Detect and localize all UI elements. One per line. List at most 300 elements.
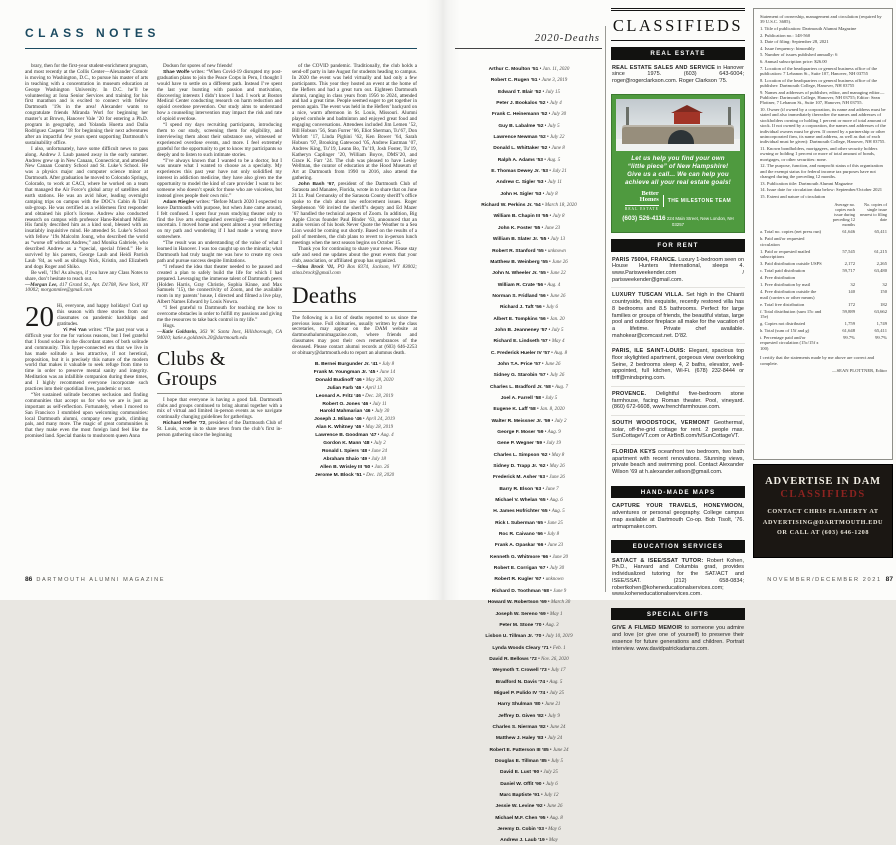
ownership-line: 2. Publication no.: 148-560	[760, 32, 811, 38]
bullet-separator: •	[541, 577, 546, 583]
deceased-name: Jerome M. Block ’51	[314, 472, 362, 478]
death-date: July 6	[545, 781, 558, 787]
deceased-name: Alan K. Whitney ’46	[315, 425, 362, 431]
left-page-footer	[25, 576, 165, 583]
death-date: Aug. 5	[549, 679, 563, 685]
milestone-contact-line	[616, 215, 740, 227]
ownership-line: 11. Known bondholders, mortgagees, and other security holders owning or holding 1 percent or more of total amount of bonds, mortgages, or other securities: none.	[760, 146, 878, 162]
death-date: June 25	[547, 520, 563, 526]
bullet-separator: •	[545, 293, 550, 299]
deceased-name: Sidney G. Starobin ’57	[493, 373, 546, 379]
death-date: June 22	[550, 271, 566, 277]
classified-ad: REAL ESTATE SALES AND SERVICE in Hanover since 1975. (603) 643-6004; roger@rogerclarkson.com. Roger Clarkson ’75.	[612, 64, 744, 84]
circulation-row	[760, 249, 887, 260]
death-entry	[456, 255, 602, 266]
bullet-separator: •	[545, 271, 550, 277]
deceased-name: Edward T. Blair ’52	[498, 89, 542, 95]
deceased-name: John H. Sigler ’53	[500, 191, 542, 197]
deceased-name: Donald Budinoff ’46	[315, 377, 362, 383]
death-date: July 30	[549, 566, 565, 572]
row-label: c. Total paid distribution	[760, 268, 806, 274]
death-date: June 23	[544, 225, 561, 231]
row-value-single: 99.7%	[875, 335, 887, 341]
deceased-name: Allen B. Wrisley III ’50	[319, 464, 371, 470]
bullet-separator: •	[542, 441, 547, 447]
bullet-separator: •	[543, 430, 548, 435]
death-date: March 18, 2020	[544, 203, 577, 209]
death-entry	[456, 754, 602, 765]
clubs-paragraph: John Bash ’67, president of the Dartmouth Club of Sarasota and Manatee, Florida, wrote in to share that on June 21 Lt. Paul Cernansky of the Sarasota County sheriff’s office spoke to the club about law enforcement issues. Roger Stephenson ’60 invited the sheriff’s deputy and Ed Mazer ’67 handled the technical aspects of Zoom. In addition, Big Apple Circus founder Paul Binder ’63, announced that an audio version of his book Never Quote the Weather to a Sea Lion would be coming out shortly. Based on the results of a poll of members, the club plans to revert to in-person lunch meetings when the next season begins on October 15.	[292, 181, 417, 247]
death-entry	[292, 377, 417, 385]
bullet-separator: •	[547, 146, 552, 152]
deceased-name: Julian Farb ’46	[327, 385, 362, 391]
death-entry	[292, 440, 417, 448]
deceased-name: Michael M.F. Chen ’95	[495, 815, 546, 821]
death-date: July 11	[372, 401, 387, 407]
death-entry	[292, 472, 417, 480]
row-label: a. Total no. copies (net press run)	[760, 229, 822, 235]
class-notes-paragraph: Hugs.	[163, 322, 176, 329]
row-value-single	[858, 275, 887, 280]
deceased-name: Frederick M. Asher ’63	[493, 475, 546, 481]
clubs-groups-heading	[157, 349, 282, 389]
deceased-name: Lawrence B. Goodman ’47	[315, 433, 377, 439]
death-date: July 18	[371, 456, 386, 462]
death-entry	[456, 209, 602, 220]
advertise-title: ADVERTISE IN DAM	[765, 476, 881, 487]
row-value-average: 57,545	[842, 248, 855, 254]
death-date: July 8	[382, 361, 395, 367]
death-entry	[456, 470, 602, 481]
deceased-name: William B. Slater Jr. ’55	[492, 237, 547, 243]
row-value-single	[858, 236, 887, 247]
deceased-name: Lisbon U. Tillman Jr. ’70	[485, 634, 542, 640]
death-entry	[456, 436, 602, 447]
class-notes-paragraph: Dodson for spores of new friends!	[163, 63, 233, 69]
death-date: May 6	[548, 827, 561, 833]
deaths-list-left	[292, 361, 417, 480]
death-date: July 6	[545, 305, 558, 311]
death-date: June 26	[549, 475, 565, 481]
death-entry	[456, 244, 602, 255]
bullet-separator: •	[548, 554, 553, 560]
death-entry	[456, 425, 602, 436]
deceased-name: Joseph J. Milano ’46	[314, 417, 362, 423]
deceased-name: George F. Moser ’59	[497, 430, 544, 435]
death-date: Jan. 26	[374, 464, 390, 470]
death-date: Jan. 11, 2020	[542, 67, 570, 72]
section-bar-special-gifts: SPECIAL GIFTS	[611, 608, 745, 621]
death-entry	[456, 459, 602, 470]
page-number-right: 87	[885, 576, 893, 583]
bullet-separator: •	[542, 520, 548, 526]
death-entry	[456, 232, 602, 243]
bullet-separator: •	[536, 656, 542, 662]
death-date: June 24	[552, 747, 569, 753]
class-notes-column-3	[292, 64, 417, 574]
milestone-ad-line: Give us a call... We can help you	[627, 170, 729, 178]
class-notes-paragraph: “I spend my days recruiting participants, introducing them to our study, screening them for eligibility, and interviewing them about their substance use, witnessed or experienced overdose events, and more. I feel extremely grateful for the opportunity to get to know my participants so deeply and to listen to such intimate stories.	[157, 122, 282, 158]
header-spacer	[760, 202, 823, 227]
deceased-name: Robert R. Kugler ’67	[494, 577, 542, 583]
bullet-separator: •	[543, 282, 548, 288]
death-entry	[456, 493, 602, 504]
death-entry	[456, 96, 602, 107]
death-date: July 8	[552, 214, 565, 220]
bullet-separator: •	[540, 225, 545, 231]
row-value-average: 172	[848, 301, 855, 307]
bullet-separator: •	[545, 498, 550, 504]
row-label: 1. Paid or requested mailed subscriptions	[760, 248, 811, 260]
death-date: May 26	[549, 464, 565, 470]
deceased-name: Frank A. Opaskar ’66	[494, 543, 544, 549]
bullet-separator: •	[542, 804, 547, 810]
deceased-name: Weymoth T. Crowell ’73	[492, 668, 547, 674]
death-date: April 24, 2019	[365, 417, 395, 423]
death-date: July 5	[550, 758, 564, 764]
clubs-heading-rule	[157, 393, 282, 394]
class-notes-paragraph: I also, unfortunately, have some difficult news to pass along. Andrew J. Laub passed away in the early summer. Andrew grew up in New Canaan, Connecticut, and attended New Canaan Country School and St. Luke’s School. He was a physics major and computer science minor at Dartmouth. After graduation he moved to Colorado Springs, Colorado, to work at CACI, where he worked on a team that managed the Air Force’s global array of satellites and earth stations. He was an avid hiker, leading overnight camping trips on campus with the DOC’s Cabin & Trail sub-group. He was certified as a wilderness first responder and obtained his pilot’s license. Andrew also conducted research on campus with professor Hans-Reinhard Müller. His family described him as a kind soul, blessed with an insatiably inquisitive mind. He attended St. Luke’s School with fellow ’19s Malcolm Joung, who described the world as “worse off without Andrew,” and Monika Gabriele, who described Andrew as a “special, special friend.” He is survived by his parents, George Laub and Heidi Parrish Laub ’84, as well as siblings Nick, Kristin, and Elizabeth and dogs Roger and Shiko.	[25, 145, 148, 270]
death-entry	[292, 432, 417, 440]
bullet-separator: •	[541, 622, 546, 628]
death-entry	[292, 464, 417, 472]
death-date: May 1	[549, 611, 563, 617]
bullet-separator: •	[537, 78, 542, 84]
bullet-separator: •	[548, 588, 554, 594]
deceased-name: Norman S. Fridland ’56	[492, 293, 546, 299]
death-entry	[292, 393, 417, 401]
col-header-average: Average no. copies each issue during preceding 12 months	[832, 202, 855, 228]
deaths-list-right	[456, 62, 602, 844]
brand-line2: Homes	[639, 196, 659, 204]
classified-ad: FLORIDA KEYS oceanfront two bedroom, two bath apartment with recent renovations. Stunning views, private beach and swimming pool. Contact Alexander Wilson ’69 at h.alexander.wilson@gmail.com.	[612, 449, 744, 476]
death-entry	[456, 312, 602, 323]
clubs-paragraph: I hope that everyone is having a good fall. Dartmouth clubs and groups continued to bring alumni together with a mix of virtual and limited in-person events as we navigate continually changing guidelines for gatherings.	[157, 396, 282, 421]
death-date: Aug. 7	[555, 384, 569, 390]
bullet-separator: •	[545, 316, 550, 322]
bullet-separator: •	[546, 668, 551, 674]
deceased-name: Leonard A. Fritz ’46	[315, 393, 361, 399]
deceased-name: Donald L. Whittaker ’52	[493, 146, 548, 152]
bullet-separator: •	[538, 67, 543, 72]
bullet-separator: •	[545, 464, 550, 470]
classified-ad: PROVENCE. Delightful five-bedroom stone farmhouse, facing Roman theater. Pool, vineyard. (860) 672-6608, www.frenchfarmhouse.com.	[611, 390, 745, 416]
death-entry	[456, 278, 602, 289]
classified-ad: LUXURY TUSCAN VILLA. Set high in the Chianti countryside, this exquisite, recently restored villa has 8 bedrooms and 8.5 bathrooms. Perfect for large families or groups of friends, the beautiful vistas, large pool and outdoor fireplace all make for the vacation of a lifetime. Private chef available. mahokear@comcast.net. D’82.	[611, 291, 745, 344]
death-entry	[456, 686, 602, 697]
bullet-separator: •	[545, 135, 550, 141]
deceased-name: Richard W. Perkins Jr. ’54	[481, 203, 541, 209]
logo-divider	[663, 195, 664, 207]
class-notes-paragraph: brary, then for the first-year student-enrichment program, and most recently at the Collis Center—Alexander Cotnoir is moving to Washington, D.C., to pursue his master of arts in teaching with a concentration in museum education at George Washington University. In D.C. he’ll be volunteering at Iona Senior Services and training for his first marathon and is excited to connect with fellow Dartmouth ’19s in the area! Alexander wants to congratulate friends Miranda Worl for beginning her master’s at Brown, Hanover Vale ’20 for entering a Ph.D. program in geography, and Yolanda Huerta and Dalia Rodriguez Caspeta ’18 for beginning their next adventures after an impactful few years spent supporting Dartmouth’s sustainability office.	[25, 63, 148, 146]
bullet-separator: •	[541, 305, 546, 311]
death-entry	[456, 561, 602, 572]
bullet-separator: •	[543, 157, 548, 163]
bullet-separator: •	[541, 395, 546, 401]
death-entry	[456, 198, 602, 209]
class-notes-paragraph: Yi Fei Yan writes: “The past year was a difficult year for me for various reasons, but I feel grateful that I found solace in the discordant states of both solitude and community. This hyper-connected era that we live in has made solitude a less attractive, if not heretical, proposition, but it is precisely this nature of the modern world that makes it valuable to seek refuge from time to time in order to preserve mental sanity and integrity. Meditation was an infallible companion during these times, and I highly recommend everyone incorporate such practices into their quotidian lives, pandemic or not.	[25, 326, 148, 393]
deceased-name: Andrew C. Sigler ’53	[496, 180, 544, 186]
class-notes-header: CLASS NOTES	[25, 26, 160, 40]
class-notes-column-2	[157, 64, 282, 574]
death-entry	[456, 164, 602, 175]
death-date: July 26	[549, 373, 565, 379]
death-entry	[456, 697, 602, 708]
deceased-name: David E. Lust ’90	[500, 770, 540, 776]
clubs-heading-line2: Groups	[157, 367, 218, 390]
death-date: July 9	[547, 713, 560, 719]
circulation-row	[760, 268, 887, 273]
clubs-paragraph: Richard Hefler ’72, president of the Dartmouth Club of St. Louis, wrote in to share news from the club’s first in-person gathering since the beginning	[157, 420, 282, 439]
deceased-name: Joseph W. Sereno ’69	[495, 611, 546, 617]
death-date: June 24	[371, 448, 387, 454]
classified-ad: GIVE A FILMED MEMOIR to someone you admire and love (or give one of yourself) to preserve their essence for future generations and children. Portrait interview. www.davidpatrickadams.com.	[612, 625, 744, 652]
class-notes-paragraphs	[25, 328, 148, 440]
for-rent-ads	[611, 256, 745, 480]
death-entry	[456, 799, 602, 810]
death-entry	[292, 385, 417, 393]
deceased-name: Richard J. Taft ’56	[499, 305, 542, 311]
team-name: THE MILESTONE TEAM	[667, 197, 732, 204]
death-date: Aug. 6	[549, 498, 563, 504]
deceased-name: Albert E. Tompkins ’56	[493, 316, 546, 322]
class-notes-column-1	[25, 64, 148, 574]
ownership-line: 10. Owner (if owned by a corporation, its name and address must be stated and also immediately thereafter the names and addresses of stockholders owning or holding 1 percent or more of total amount of stock. If not owned by a corporation, the names and addresses of the individual owners must be given. If owned by a partnership or other unincorporated firm, its name and address, as well as that of each individual must be given): Dartmouth College, Hanover, NH 03755.	[760, 106, 887, 145]
advertise-phone: OR CALL AT (603) 646-1208	[776, 529, 870, 536]
deceased-name: Charles L. Simpson ’62	[493, 452, 548, 458]
death-entry	[292, 456, 417, 464]
death-date: July 11	[547, 180, 562, 186]
death-entry	[456, 720, 602, 731]
classified-ad: SOUTH WOODSTOCK, VERMONT Geothermal, solar, off-the-grid cottage for rent. 2 people max. SunCottageVT.com or AirBnB.com/h/SunCottageVT.	[611, 419, 745, 445]
death-date: unknown	[545, 577, 564, 583]
deceased-name: Ronald I. Spiers ’48	[322, 448, 368, 454]
bullet-separator: •	[540, 361, 545, 367]
death-date: Aug. 4	[380, 433, 394, 439]
class-notes-paragraph: “I refused the idea that theater needed to be paused and created a plan to safely build the life for which I had prepared. Leveraging the immense talent of Dartmouth peers (Holden Harris, Gray Christie, Sophia Kinne, and Max Samuels ’15), the connectivity of Zoom, and the available room in my parents’ house, I directed and filmed a live play, Albert Names Edward by Louis Nowra.	[157, 263, 282, 306]
circulation-row	[760, 275, 887, 280]
bullet-separator: •	[361, 385, 366, 391]
right-page-footer	[653, 576, 893, 583]
death-entry	[292, 401, 417, 409]
ownership-line: 5. Number of issues published annually: 6	[760, 52, 838, 58]
classifieds-title: CLASSIFIEDS	[612, 16, 744, 35]
ownership-line: 13. Publication title: Dartmouth Alumni Magazine	[760, 180, 853, 186]
death-date: June 26	[552, 259, 568, 265]
bullet-separator: •	[540, 702, 545, 708]
death-entry	[456, 141, 602, 152]
death-date: May 28, 2020	[365, 377, 394, 383]
bullet-separator: •	[547, 112, 552, 118]
bullet-separator: •	[540, 203, 545, 209]
classifieds-column	[611, 8, 745, 659]
deceased-name: Charles L. Bradford Jr. ’58	[489, 384, 551, 390]
deceased-name: John T.A. Price ’57	[497, 361, 541, 367]
death-entry	[456, 652, 602, 663]
milestone-ad-line: achieve all your real estate goals!	[625, 178, 731, 186]
death-date: Jan. 8, 2020	[539, 407, 565, 413]
bullet-separator: •	[550, 418, 555, 424]
classified-ad: CAPTURE YOUR TRAVELS, HONEYMOON, adventures or personal geography. College campus map available at Dartmouth Co-op. Bob Tisolt, ’76. artmapmaker.com.	[612, 503, 744, 530]
death-date: July 17	[550, 668, 566, 674]
deceased-name: E. Thomas Dewey Jr. ’53	[491, 169, 549, 175]
death-entry	[292, 361, 417, 369]
class-notes-paragraph: Be well, ’19s! As always, if you have any Class Notes to share, don’t hesitate to reach out.	[25, 269, 148, 282]
death-date: unknown	[547, 248, 566, 254]
row-value-single: 32	[882, 282, 887, 288]
class-notes-paragraph: “I’ve always known that I wanted to be a doctor, but I was unsure what I wanted to choose as a specialty. My experiences this past year have not only solidified my interest in addiction medicine, they have also given me the opportunity to model the kind of care provider I want to be: someone who doesn’t speak for those who are voiceless, but instead gives people their own mic.”	[157, 157, 282, 199]
death-entry	[292, 408, 417, 416]
better-homes-logo	[616, 191, 740, 213]
deceased-name: Daniel W. Offit ’90	[500, 781, 542, 787]
row-label: 1. Free distribution by mail	[760, 282, 811, 288]
ownership-line: 7. Location of the headquarters or general business office of the publication: 7 Lebanon St., Suite 107, Hanover, NH 03755	[760, 65, 878, 76]
deceased-name: Harry Shulman ’80	[497, 702, 541, 708]
bullet-separator: •	[547, 259, 552, 265]
deceased-name: H. James Hofrichter ’65	[493, 509, 548, 515]
death-date: June 14	[379, 369, 396, 375]
deceased-name: Eugene K. Laff ’58	[493, 407, 536, 413]
ownership-line: 1. Title of publication: Dartmouth Alumni Magazine	[760, 26, 857, 31]
death-date: July 10, 2019	[545, 634, 573, 640]
death-entry	[456, 391, 602, 402]
death-entry	[456, 62, 602, 73]
death-entry	[456, 550, 602, 561]
deceased-name: Gene P. Wegner ’59	[497, 441, 543, 447]
class-of-2020-lede	[25, 301, 148, 334]
death-entry	[456, 357, 602, 368]
death-entry	[456, 153, 602, 164]
deceased-name: Robert C. Rugen ’51	[490, 78, 538, 84]
bullet-separator: •	[546, 758, 551, 764]
row-value-average: 59,889	[842, 308, 855, 314]
death-entry	[456, 618, 602, 629]
death-date: Aug. 3	[545, 622, 559, 628]
deceased-name: Lynda Woods Cleary ’71	[492, 645, 549, 651]
death-entry	[456, 516, 602, 527]
bullet-separator: •	[545, 815, 550, 821]
bullet-separator: •	[547, 509, 552, 515]
row-value-single: 63,662	[874, 308, 887, 314]
bullet-separator: •	[367, 448, 372, 454]
deceased-name: William R. Crate ’56	[497, 282, 544, 288]
ownership-lines	[760, 14, 887, 199]
deceased-name: Roc R. Caivano ’66	[498, 532, 543, 538]
death-date: June 9	[553, 588, 567, 594]
death-entry	[456, 743, 602, 754]
death-date: July 25	[543, 770, 558, 776]
bullet-separator: •	[377, 361, 383, 367]
row-value-single: 65,411	[874, 328, 887, 334]
row-label: f. Total distribution (sum 15c and 15e)	[760, 308, 822, 320]
row-value-average: 61,648	[842, 328, 855, 334]
deceased-name: Robert O. Jones ’46	[322, 401, 369, 407]
death-date: Dec. 28, 2019	[365, 393, 394, 399]
death-entry	[292, 424, 417, 432]
deaths-heading: Deaths	[292, 282, 358, 308]
death-date: June 20	[552, 554, 569, 560]
row-value-average: 61,646	[842, 229, 855, 235]
classifieds-divider-rule	[605, 26, 606, 592]
deceased-name: Miguel P. Pulido IV ’74	[493, 690, 546, 696]
death-entry	[456, 584, 602, 595]
classified-ad: PARIS, ILE SAINT-LOUIS: Elegant, spacious top floor skylighted apartment, gorgeous view overlooking Seine, 2 bedrooms sleep 4, 2 baths, elevator, well-appointed, full kitchen, Wi-Fi. (678) 232-8444 or triff@mindspring.com.	[611, 347, 745, 387]
ownership-line: 12. The purpose, function, and nonprofit status of this organization and the exempt status for federal income tax purposes have not changed during the preceding 12 months.	[760, 163, 883, 180]
deceased-name: Robert R. Stanford ’55	[492, 248, 544, 254]
deceased-name: Ralph A. Adams ’53	[497, 157, 544, 163]
circulation-row	[760, 309, 887, 320]
issue-date: NOVEMBER/DECEMBER 2021	[767, 577, 882, 583]
death-date: April 13	[365, 385, 382, 391]
ownership-line: 9. Names and addresses of publisher, editor, and managing editor—Publisher: Dartmouth College, Hanover, NH 03755; Editor: Sean Plottner, 7 Lebanon St., Suite 107, Hanover, NH 03755.	[760, 89, 885, 106]
death-entry	[456, 130, 602, 141]
deceased-name: Peter J. Bookalos ’52	[496, 101, 546, 107]
death-date: June 23	[547, 543, 564, 549]
death-date: July 12	[543, 793, 559, 798]
death-date: March 30	[550, 600, 571, 606]
deceased-name: Walter R. Meissner Jr. ’59	[491, 418, 551, 424]
bullet-separator: •	[543, 713, 548, 719]
bullet-separator: •	[545, 373, 550, 379]
ownership-line: Statement of ownership, management and circulation (required by 39 U.S.C. 3685).	[760, 14, 882, 25]
death-entry	[456, 777, 602, 788]
bullet-separator: •	[369, 441, 374, 447]
deceased-name: Charles S. Nierman ’82	[492, 724, 546, 730]
ownership-line: 4. Issue frequency: bimonthly	[760, 45, 815, 51]
death-date: July 19	[546, 441, 561, 447]
death-date: July 21	[552, 169, 567, 175]
row-value-average: 99.7%	[843, 335, 855, 341]
deceased-name: John K. Foster ’55	[497, 225, 541, 231]
deceased-name: John N. Wheeler Jr. ’55	[492, 271, 546, 277]
bullet-separator: •	[545, 101, 550, 107]
bullet-separator: •	[548, 214, 553, 220]
death-entry	[456, 765, 602, 776]
clubs-paragraph: of the COVID pandemic. Traditionally, the club holds a send-off party in late August for students heading to campus. In 2020 the event was held virtually and had only a few participants. This year they hosted an event at the home of the Heflers and had a great turn out. Eighteen Dartmouth alumni, ranging in class years from 1956 to 2024, attended and had a great time. People seemed eager to get together in person again. The event was held in the Heflers’ backyard on a nice, warm afternoon in St. Louis, Missouri. Alumni played cornhole and badminton and enjoyed great food and engaging conversations. Attendees included Jim Lemen ’52, Bill Hobson ’56, Stan Furrer ’66, Eliot Sherman, Tu’67, Don Whrlott ’17, Linda Pighini ’62, Ken Bower ’64, Sarah Hobson ’97, Brooking Gatewood ’05, Andrew Eastman ’07, Andrew King, Tu’19, Leann Bo, Tu’19, Josh Foster, Tu’19, Katheryn Caplinger ’20, William Boyce, DMS’20, and Grace K. Farr ’24. The club was pleased to have Lesley Wellman, the curator of education at the Hood Museum of Art at Dartmouth from 1990 to 2016, also attend the gathering.	[292, 63, 417, 182]
lede-text: Hi, everyone, and happy holidays! Curl up this season with three stories from our classmates on pandemic hardships and gratitudes.	[57, 303, 148, 328]
bullet-separator: •	[539, 793, 544, 798]
ownership-line: 6. Annual subscription price: $26.00	[760, 58, 827, 64]
class-notes-paragraph: Adam Riegler writes: “Before March 2020 I expected to leave Dartmouth with purpose, but when June came around, I felt confused. I spent four years studying theater only to find the live arts extinguished overnight—and their future uncertain. I moved home and spent almost a year reflecting on my path and wondering if I had made a wrong move somewhere.	[157, 198, 283, 241]
magazine-name: DARTMOUTH ALUMNI MAGAZINE	[36, 577, 166, 583]
death-date: July 30	[551, 112, 567, 118]
gifts-ads	[611, 624, 745, 656]
death-entry	[456, 788, 602, 799]
death-entry	[456, 221, 602, 232]
deceased-name: Peter M. Stone ’70	[499, 622, 542, 628]
bullet-separator: •	[543, 736, 548, 742]
death-date: June 21	[544, 702, 561, 708]
death-date: July 13	[550, 237, 566, 243]
death-date: July 15	[545, 89, 560, 95]
class-notes-paragraph: “Yet sustained solitude becomes seclusion and finding communities that accept us for who we are is just as important as self-reflection. Fortunately, when I moved to San Francisco I stumbled upon welcoming communities: local Dartmouth alumni, company new grads, climbing pals, and many more. The magic of great communities is that they make even the most foreign land feel like the promised land. Special thanks to mushroom queen Anna	[25, 391, 148, 440]
clubs-heading-line1: Clubs &	[157, 347, 226, 370]
milestone-ad-line: “little piece” of New Hampshire!	[627, 162, 729, 170]
bullet-separator: •	[376, 433, 381, 439]
statement-of-ownership	[753, 8, 893, 460]
row-label: b. Paid and/or requested circulation	[760, 236, 805, 247]
row-value-average: 59,717	[842, 268, 855, 274]
deceased-name: William B. Chapin III ’55	[493, 214, 549, 220]
row-label: d. Free distribution	[760, 275, 796, 281]
class-notes-paragraph: Shae Wolfe writes: “When Covid-19 disrupted my post-graduation plans to join the Peace Corps in Peru, I thought I would have to settle on a different path. Instead I’ve spent the last year bursting with passion and motivation, discovering interests I didn’t know I had. I work at Boston Medical Center conducting research on harm reduction and opioid overdose prevention. Our study aims to understand how a counseling intervention may impact the risk and rate of opioid overdose.	[157, 68, 282, 123]
bullet-separator: •	[535, 407, 540, 413]
death-date: July 2	[554, 418, 567, 424]
bullet-separator: •	[549, 350, 555, 356]
deceased-name: Matthew J. Haley ’83	[495, 736, 544, 742]
street-address: 224 Main Street, New London, NH 03257	[666, 216, 734, 228]
row-value-average: 2,172	[844, 261, 855, 267]
